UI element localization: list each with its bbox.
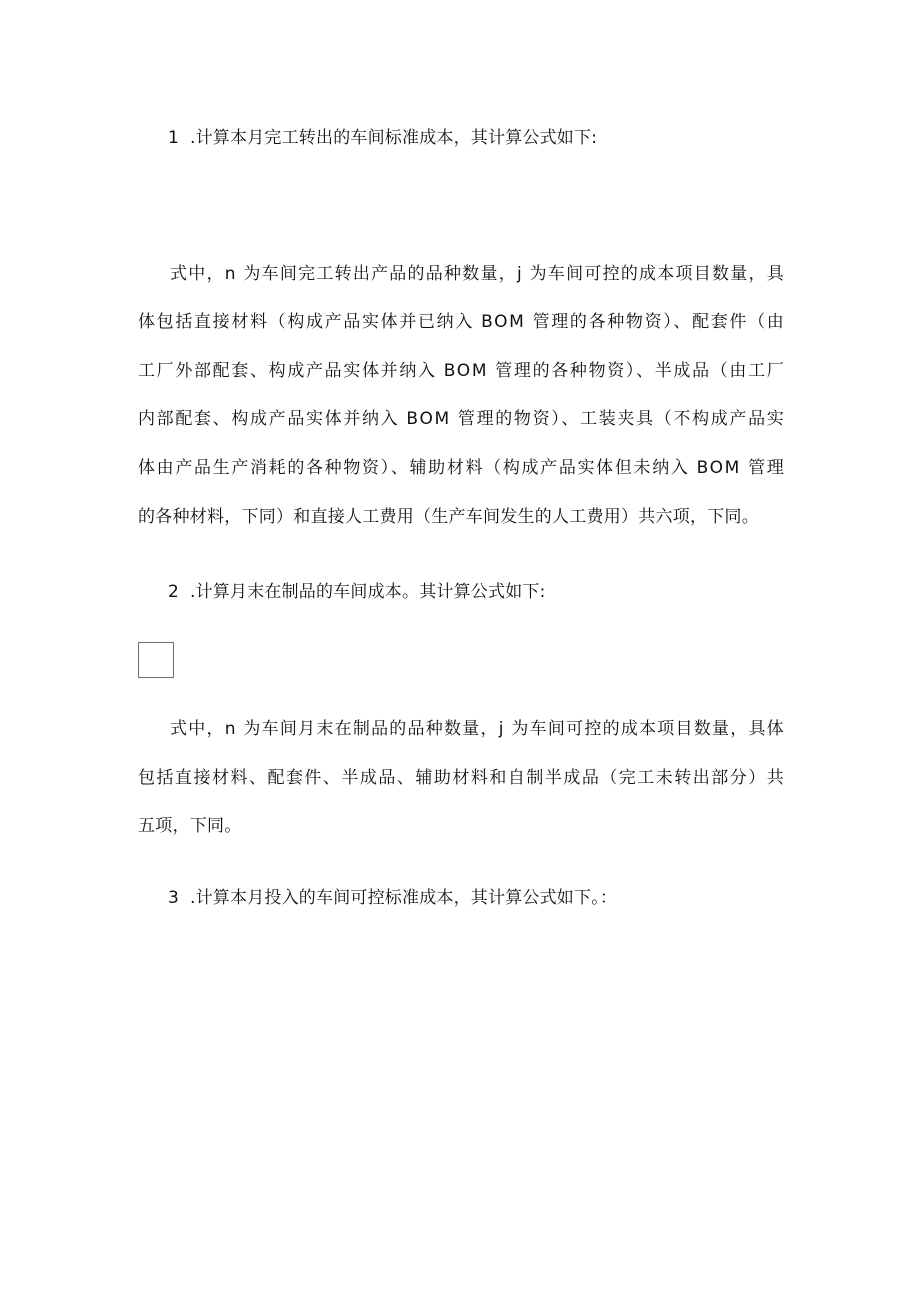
paragraph-1-line: 式中，n 为车间完工转出产品的品种数量，j 为车间可控的成本项目数量，具 <box>170 264 785 284</box>
section-2-heading <box>168 581 546 603</box>
paragraph-1-line: 工厂外部配套、构成产品实体并纳入 BOM 管理的各种物资）、半成品（由工厂 <box>138 361 786 381</box>
paragraph-1-line: 的各种材料，下同）和直接人工费用（生产车间发生的人工费用）共六项，下同。 <box>138 507 759 527</box>
section-2-title: .计算月末在制品的车间成本。其计算公式如下: <box>190 582 546 602</box>
paragraph-2-line: 包括直接材料、配套件、半成品、辅助材料和自制半成品（完工未转出部分）共 <box>138 768 786 788</box>
paragraph-2-line: 式中，n 为车间月末在制品的品种数量，j 为车间可控的成本项目数量，具体 <box>170 719 785 739</box>
paragraph-1-line: 内部配套、构成产品实体并纳入 BOM 管理的物资）、工装夹具（不构成产品实 <box>138 409 786 429</box>
formula-image-placeholder <box>138 642 174 678</box>
section-3-number: 3 <box>168 888 180 908</box>
section-1-heading <box>168 127 597 149</box>
section-2-number: 2 <box>168 582 180 602</box>
section-1-number: 1 <box>168 128 180 148</box>
section-3-title: .计算本月投入的车间可控标准成本，其计算公式如下。： <box>190 888 618 908</box>
section-3-heading <box>168 887 617 909</box>
paragraph-2-line: 五项，下同。 <box>138 816 242 836</box>
paragraph-1-line: 体包括直接材料（构成产品实体并已纳入 BOM 管理的各种物资）、配套件（由 <box>138 312 786 332</box>
paragraph-1-line: 体由产品生产消耗的各种物资）、辅助材料（构成产品实体但未纳入 BOM 管理 <box>138 458 786 478</box>
section-1-title: .计算本月完工转出的车间标准成本，其计算公式如下: <box>190 128 598 148</box>
